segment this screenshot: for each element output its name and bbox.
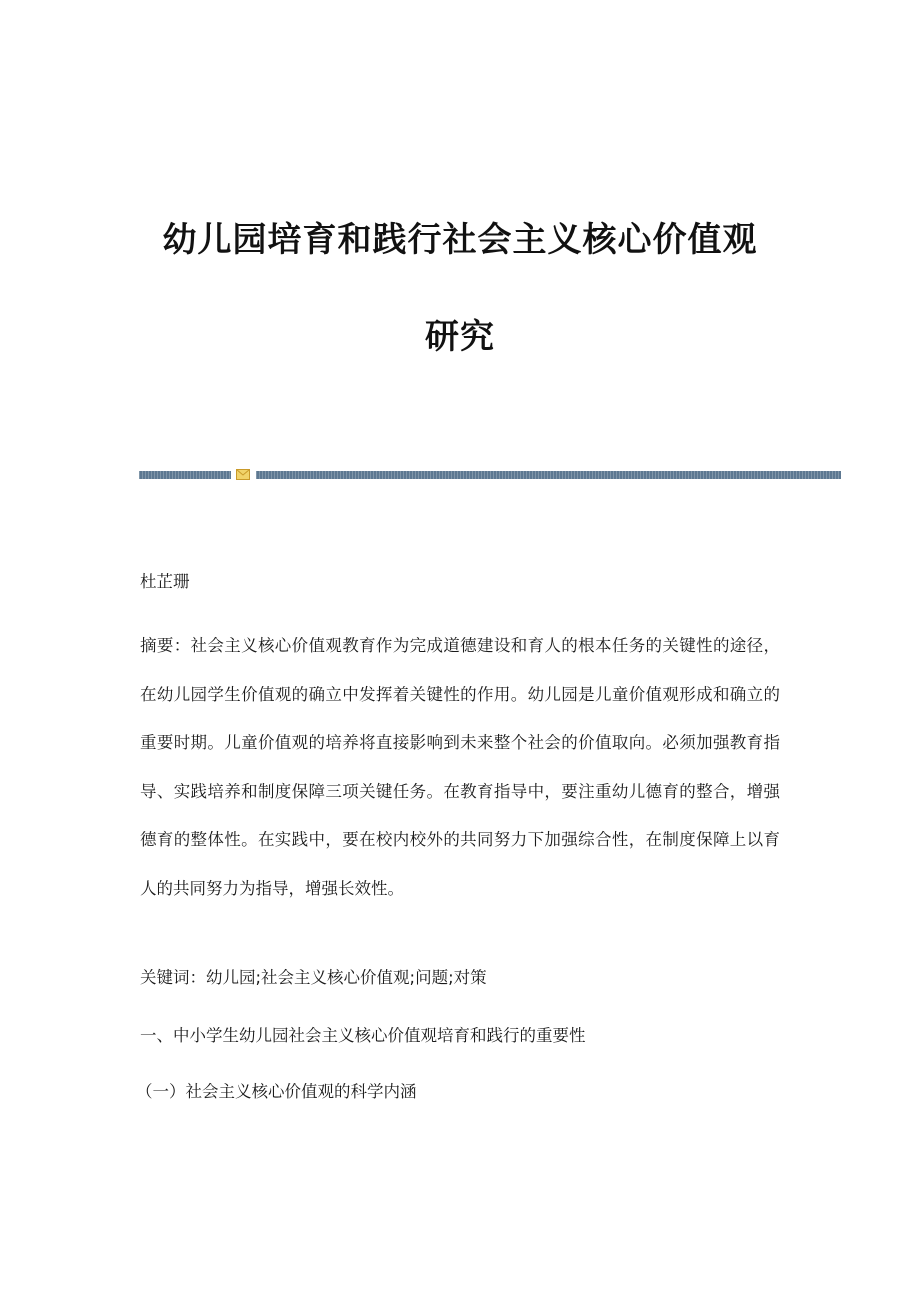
section-heading: 一、中小学生幼儿园社会主义核心价值观培育和践行的重要性 (140, 1026, 586, 1045)
title-divider (139, 469, 841, 481)
keywords-line: 关键词：幼儿园;社会主义核心价值观;问题;对策 (140, 968, 487, 987)
divider-bar-right (256, 471, 841, 479)
envelope-icon (236, 469, 250, 480)
divider-bar-left (139, 471, 231, 479)
document-title-line-1: 幼儿园培育和践行社会主义核心价值观 (162, 220, 758, 260)
author-name: 杜芷珊 (140, 572, 190, 591)
subsection-heading: （一）社会主义核心价值观的科学内涵 (136, 1082, 417, 1101)
document-title-line-2: 研究 (425, 317, 495, 357)
abstract-paragraph: 摘要：社会主义核心价值观教育作为完成道德建设和育人的根本任务的关键性的途径，在幼儿园学生价值观的确立中发挥着关键性的作用。幼儿园是儿童价值观形成和确立的重要时期。儿童价值观的培养将直接影响到未来整个社会的价值取向。必须加强教育指导、实践培养和制度保障三项关键任务。在教育指导中，要注重幼儿德育的整合，增强德育的整体性。在实践中，要在校内校外的共同努力下加强综合性，在制度保障上以育人的共同努力为指导，增强长效性。 (140, 636, 780, 898)
